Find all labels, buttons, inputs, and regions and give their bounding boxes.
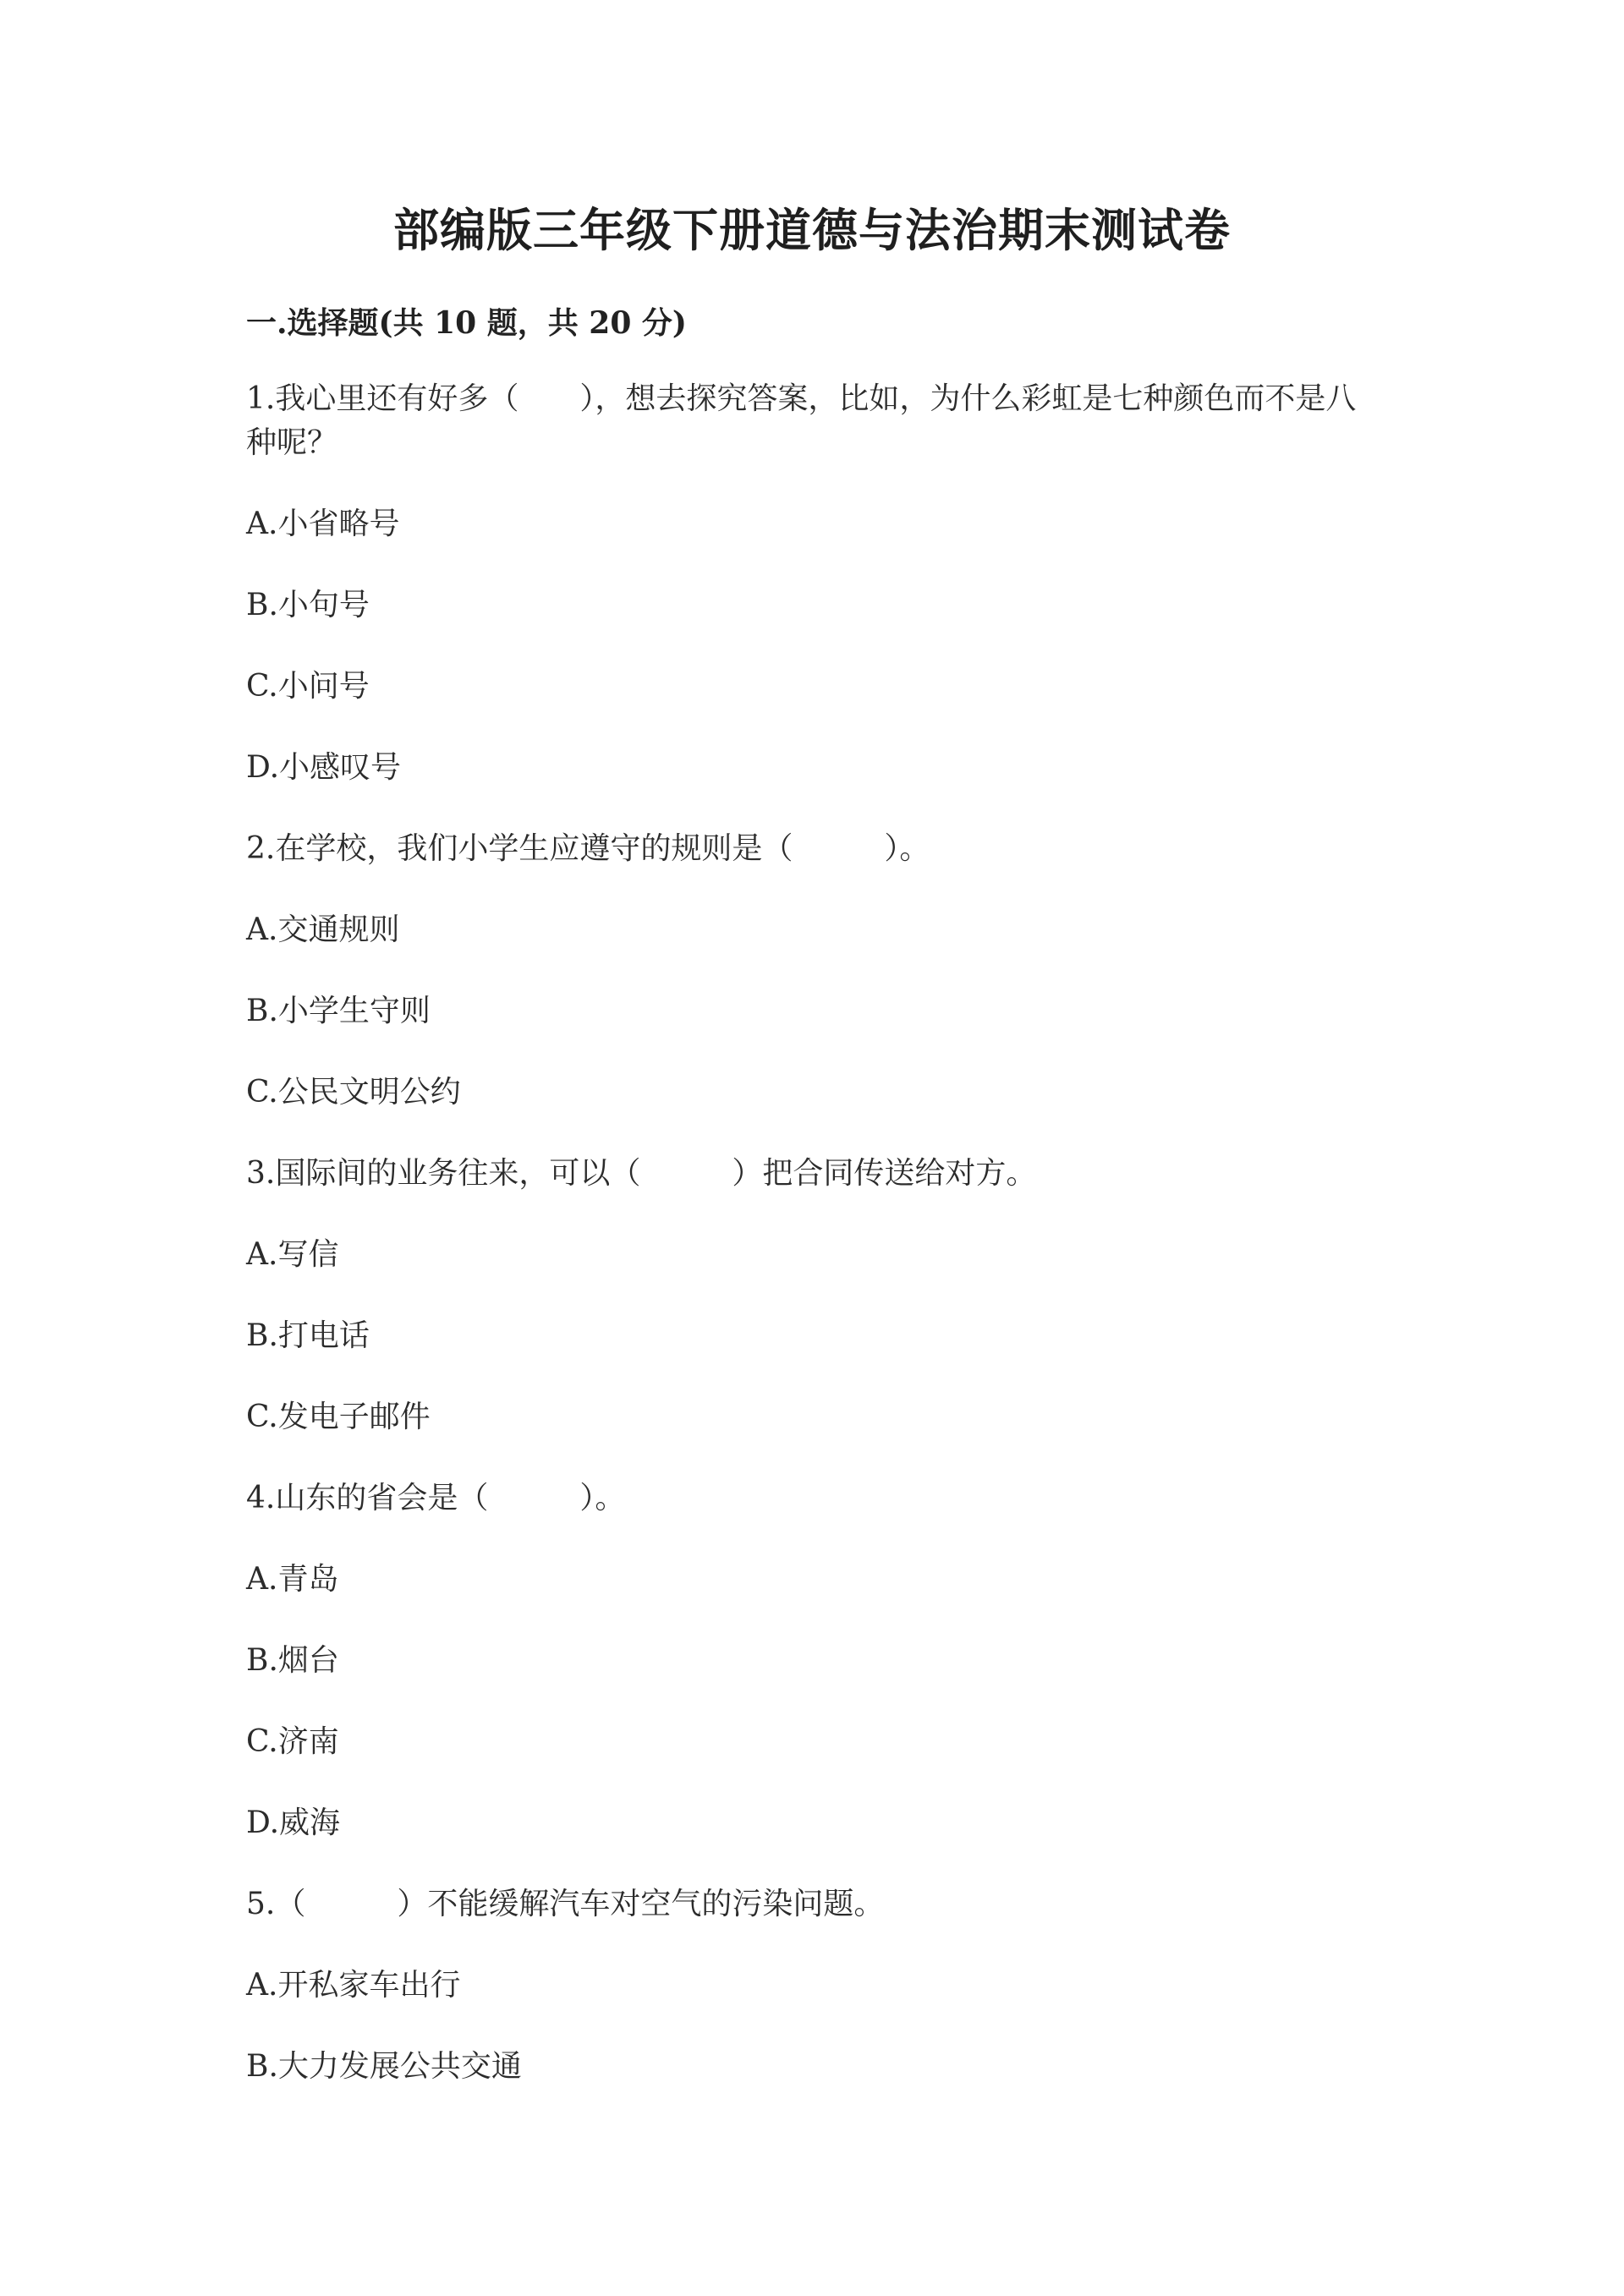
question-text: 3.国际间的业务往来，可以（ ）把合同传送给对方。	[246, 1156, 1037, 1191]
section-heading: 一.选择题(共 10 题，共 20 分)	[246, 305, 687, 341]
answer-option: C.济南	[246, 1724, 339, 1759]
answer-option: B.打电话	[246, 1318, 370, 1353]
answer-option: C.公民文明公约	[246, 1075, 461, 1110]
page-title: 部编版三年级下册道德与法治期末测试卷	[393, 203, 1231, 257]
question-list	[246, 377, 1380, 2126]
answer-option: A.交通规则	[246, 912, 400, 947]
answer-option: A.小省略号	[246, 507, 400, 541]
answer-option: D.威海	[246, 1806, 341, 1840]
answer-option: A.青岛	[246, 1562, 339, 1597]
question-block	[246, 377, 1380, 790]
question-block	[246, 827, 1380, 1115]
answer-option: C.小问号	[246, 669, 370, 704]
answer-option: C.发电子邮件	[246, 1400, 431, 1434]
question-text: 5.（ ）不能缓解汽车对空气的污染问题。	[246, 1887, 885, 1921]
answer-option: B.小学生守则	[246, 994, 431, 1028]
answer-option: D.小感叹号	[246, 750, 402, 785]
answer-option: A.开私家车出行	[246, 1968, 461, 2003]
question-block	[246, 1882, 1380, 2089]
answer-option: B.烟台	[246, 1643, 339, 1678]
question-block	[246, 1152, 1380, 1439]
question-text: 1.我心里还有好多（ ），想去探究答案，比如，为什么彩虹是七种颜色而不是八种呢？	[246, 381, 1357, 460]
answer-option: A.写信	[246, 1237, 339, 1272]
question-text: 4.山东的省会是（ ）。	[246, 1481, 626, 1515]
question-block	[246, 1477, 1380, 1845]
answer-option: B.小句号	[246, 588, 370, 622]
question-text: 2.在学校，我们小学生应遵守的规则是（ ）。	[246, 831, 930, 866]
answer-option: B.大力发展公共交通	[246, 2049, 522, 2084]
